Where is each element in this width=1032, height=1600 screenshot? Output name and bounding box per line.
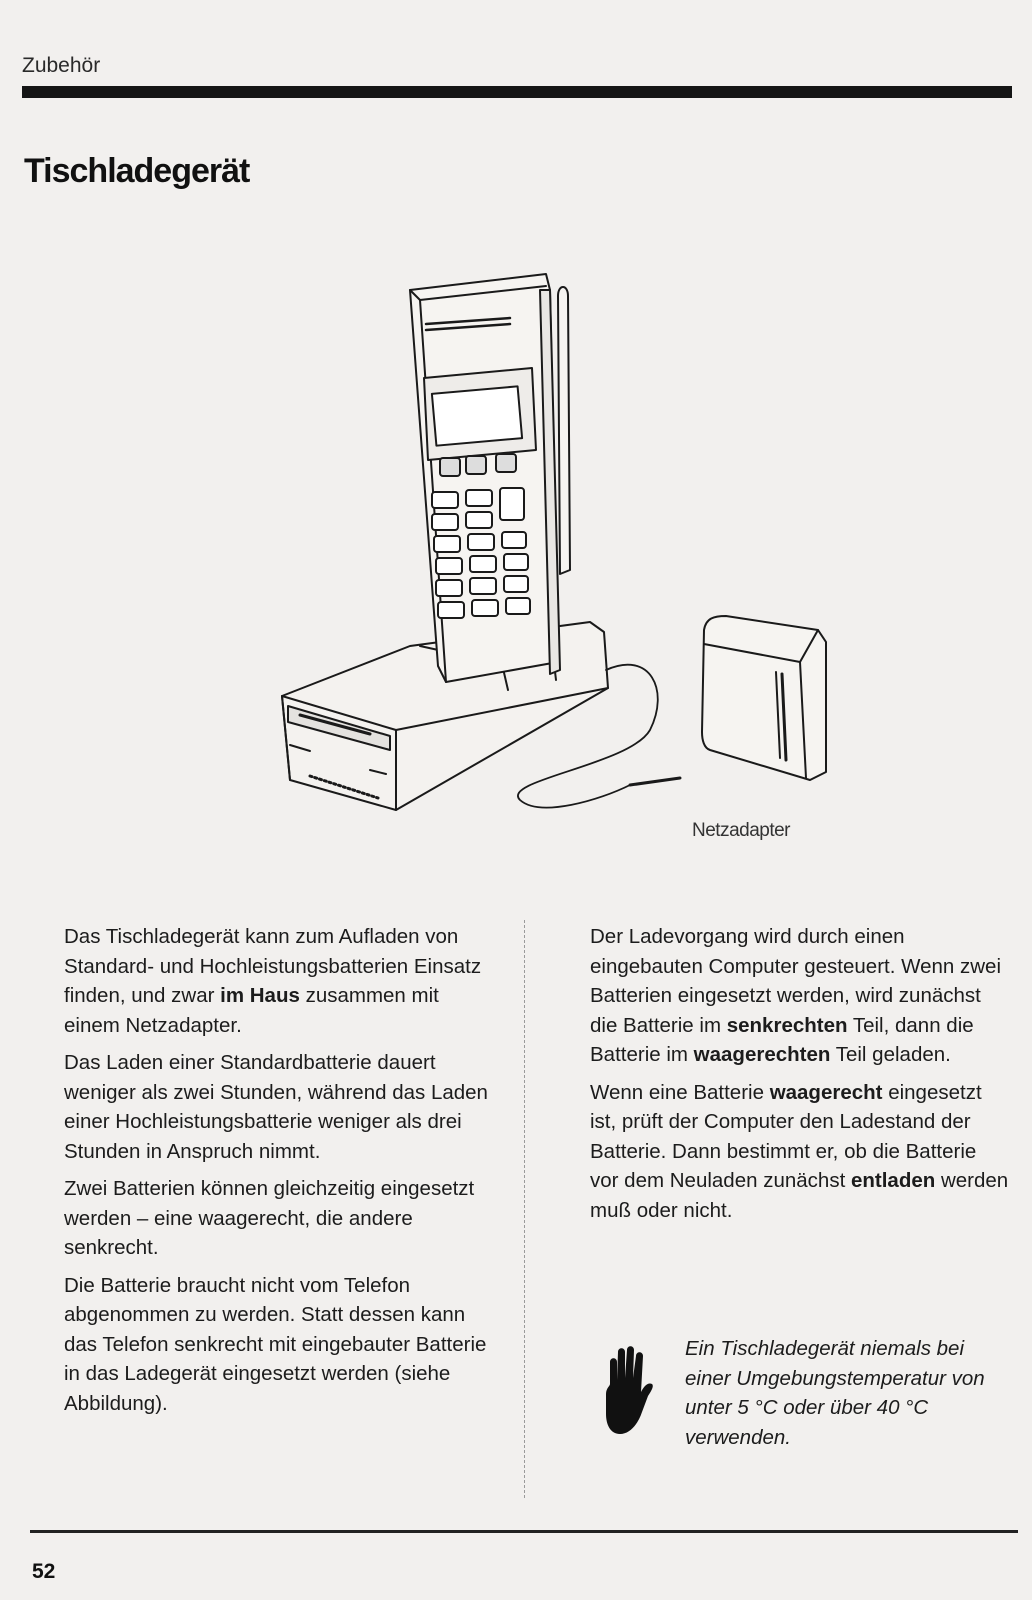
paragraph: Die Batterie braucht nicht vom Telefon abgenommen zu werden. Statt dessen kann das Telefon senkrecht mit eingebauter Batterie in das Ladegerät eingesetzt werden (siehe Abbildung). bbox=[64, 1273, 487, 1415]
paragraph: Wenn eine Batterie waagerecht eingesetzt ist, prüft der Computer den Ladestand der Batterie. Dann bestimmt er, ob die Batterie vor dem Neuladen zunächst entladen werden muß oder nicht. bbox=[590, 1080, 1009, 1222]
phone-handset bbox=[410, 274, 570, 682]
footer-rule bbox=[30, 1530, 1018, 1533]
right-column bbox=[590, 922, 1010, 1233]
paragraph: Der Ladevorgang wird durch einen eingebauten Computer gesteuert. Wenn zwei Batterien eingesetzt werden, wird zunächst die Batterie im senkrechten Teil, dann die Batterie im waagerechten Teil geladen. bbox=[590, 925, 1002, 1066]
warning-text: Ein Tischladegerät niemals bei einer Umgebungstemperatur von unter 5 °C oder über 40 °C verwenden. bbox=[685, 1337, 985, 1449]
section-header: Zubehör bbox=[22, 54, 101, 77]
figure-caption: Netzadapter bbox=[692, 820, 791, 841]
page-number: 52 bbox=[32, 1560, 56, 1583]
header-rule bbox=[22, 86, 1012, 98]
paragraph: Das Laden einer Standardbatterie dauert weniger als zwei Stunden, während das Laden einer Hochleistungsbatterie weniger als drei Stunden in Anspruch nimmt. bbox=[64, 1051, 488, 1163]
column-divider bbox=[524, 920, 525, 1498]
paragraph: Zwei Batterien können gleichzeitig eingesetzt werden – eine waagerecht, die andere senkrecht. bbox=[64, 1177, 475, 1259]
left-column bbox=[64, 922, 496, 1426]
hand-stop-icon bbox=[596, 1344, 656, 1440]
power-adapter bbox=[702, 616, 826, 780]
charger-illustration bbox=[270, 270, 850, 850]
page-title: Tischladegerät bbox=[24, 152, 250, 190]
paragraph: Das Tischladegerät kann zum Aufladen von Standard- und Hochleistungsbatterien Einsatz finden, und zwar im Haus zusammen mit einem Netzadapter. bbox=[64, 925, 482, 1037]
